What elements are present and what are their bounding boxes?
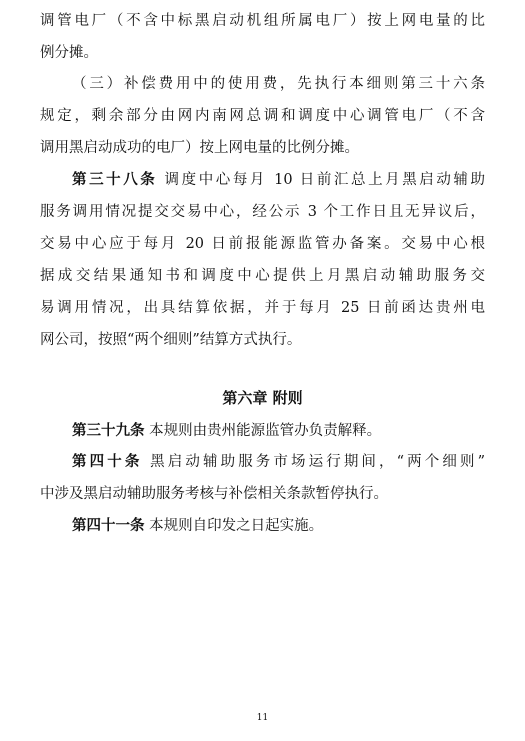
text-line: （三）补偿费用中的使用费，先执行本细则第三十六条 [72, 76, 485, 92]
article-label: 第三十八条 [72, 171, 158, 188]
text-line: 据成交结果通知书和调度中心提供上月黑启动辅助服务交 [40, 268, 485, 284]
article-41 [72, 516, 485, 536]
chapter-heading: 第六章 附则 [222, 389, 303, 407]
article-text: 本规则自印发之日起实施。 [149, 518, 324, 534]
text-line: 调管电厂（不含中标黑启动机组所属电厂）按上网电量的比 [40, 13, 485, 29]
text-line: 黑启动辅助服务市场运行期间，“两个细则” [150, 454, 486, 470]
article-label: 第四十一条 [72, 517, 145, 534]
article-label: 第四十条 [72, 453, 143, 470]
text-line: 规定，剩余部分由网内南网总调和调度中心调管电厂（不含 [40, 108, 485, 124]
text-line: 调度中心每月 10 日前汇总上月黑启动辅助 [164, 172, 486, 188]
article-39 [72, 421, 485, 441]
article-text: 本规则由贵州能源监管办负责解释。 [149, 423, 382, 439]
text-line: 服务调用情况提交交易中心，经公示 3 个工作日且无异议后， [40, 204, 485, 220]
page-number: 11 [256, 713, 269, 723]
text-line: 易调用情况，出具结算依据，并于每月 25 日前函达贵州电 [40, 300, 485, 316]
text-line: 例分摊。 [40, 45, 98, 61]
text-line: 网公司，按照“两个细则”结算方式执行。 [40, 332, 302, 348]
article-40-first-line [72, 452, 485, 472]
text-line: 中涉及黑启动辅助服务考核与补偿相关条款暂停执行。 [40, 486, 388, 502]
text-line: 交易中心应于每月 20 日前报能源监管办备案。交易中心根 [40, 236, 485, 252]
article-label: 第三十九条 [72, 422, 145, 439]
text-line: 调用黑启动成功的电厂）按上网电量的比例分摊。 [40, 140, 359, 156]
article-38-first-line [72, 170, 485, 190]
